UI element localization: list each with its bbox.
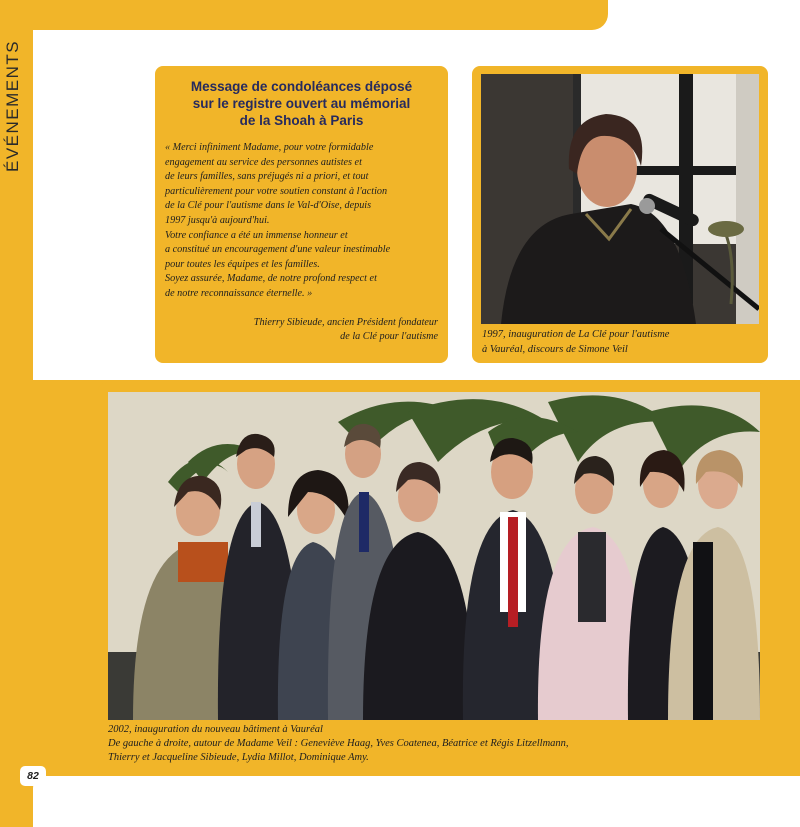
photo-group-caption: 2002, inauguration du nouveau bâtiment à Vauréal De gauche à droite, autour de Madame Veil : Geneviève Haag, Yves Coatenea, Béatrice et Régis Litzellmann, Thierry et Jacqueline Sibieude, Lydia Millot, Dominique Amy. <box>108 724 569 763</box>
quote-title: Message de condoléances déposé sur le registre ouvert au mémorial de la Shoah à Paris <box>190 79 413 128</box>
quote-box <box>155 66 448 363</box>
photo-speech <box>481 74 759 324</box>
photo-speech-caption: 1997, inauguration de La Clé pour l'autisme à Vauréal, discours de Simone Veil <box>482 329 670 355</box>
photo-box-group <box>98 383 768 773</box>
page-sheet-bottom <box>33 776 800 827</box>
section-label: ÉVÉNEMENTS <box>3 40 22 173</box>
quote-signature: Thierry Sibieude, ancien Président fondateur de la Clé pour l'autisme <box>253 316 438 343</box>
page-number: 82 <box>20 766 46 786</box>
photo-group <box>108 392 760 720</box>
photo-box-speech <box>472 66 768 363</box>
top-tab <box>0 0 608 30</box>
quote-body: « Merci infiniment Madame, pour votre formidable engagement au service des personnes autistes et de leurs familles, sans préjugés ni a priori, et tout particulièrement pour votre soutien constant à l'action de la Clé pour l'autisme dans le Val-d'Oise, depuis 1997 jusqu'à aujourd'hui. Votre confiance a été un immense honneur et a constitué un encouragement d'une valeur inestimable pour toutes les équipes et les familles. Soyez assurée, Madame, de notre profond respect et de notre reconnaissance éternelle. » <box>165 142 391 299</box>
